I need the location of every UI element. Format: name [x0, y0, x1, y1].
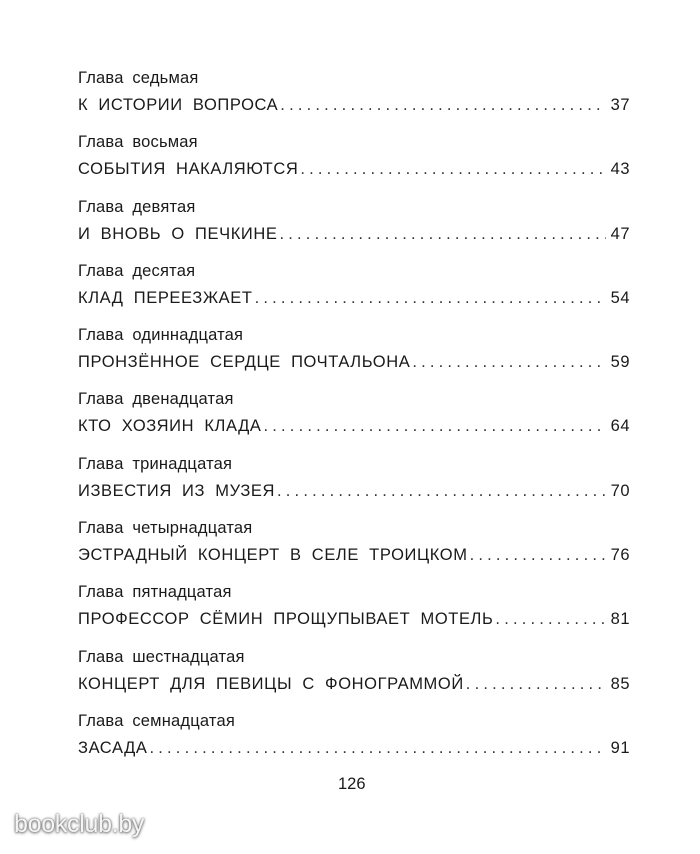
chapter-row	[78, 413, 630, 441]
toc-entry	[78, 130, 630, 194]
toc-entry	[78, 452, 630, 516]
chapter-row	[78, 542, 630, 570]
dot-leader	[280, 221, 607, 247]
dot-leader	[466, 671, 606, 697]
page-number: 126	[338, 775, 366, 793]
chapter-title: ПРОНЗЁННОЕ СЕРДЦЕ ПОЧТАЛЬОНА	[78, 353, 411, 372]
chapter-label: Глава восьмая	[78, 133, 198, 152]
chapter-title: ПРОФЕССОР СЁМИН ПРОЩУПЫВАЕТ МОТЕЛЬ	[78, 610, 494, 629]
chapter-label: Глава десятая	[78, 261, 196, 280]
dot-leader	[264, 413, 607, 439]
toc-entry	[78, 387, 630, 451]
chapter-row	[78, 606, 630, 634]
chapter-title: К ИСТОРИИ ВОПРОСА	[78, 96, 279, 114]
chapter-page: 64	[610, 417, 630, 436]
chapter-row	[78, 221, 630, 249]
toc-entry	[78, 323, 630, 387]
chapter-title: КОНЦЕРТ ДЛЯ ПЕВИЦЫ С ФОНОГРАММОЙ	[78, 674, 464, 693]
toc-entry	[78, 66, 630, 130]
chapter-label: Глава одиннадцатая	[78, 326, 244, 345]
chapter-row	[78, 349, 630, 377]
chapter-title: КТО ХОЗЯИН КЛАДА	[78, 417, 262, 436]
dot-leader	[277, 478, 606, 504]
chapter-title: ЭСТРАДНЫЙ КОНЦЕРТ В СЕЛЕ ТРОИЦКОМ	[78, 546, 468, 565]
chapter-page: 59	[610, 353, 630, 372]
dot-leader	[300, 156, 606, 182]
chapter-title: ЗАСАДА	[78, 738, 148, 757]
chapter-page: 47	[610, 224, 630, 243]
chapter-page: 54	[610, 288, 630, 307]
chapter-page: 76	[610, 546, 630, 565]
chapter-row	[78, 735, 630, 763]
chapter-page: 81	[610, 610, 630, 629]
dot-leader	[470, 542, 606, 568]
chapter-page: 85	[610, 674, 630, 693]
dot-leader	[280, 92, 606, 118]
chapter-label: Глава седьмая	[78, 69, 199, 87]
toc-entry	[78, 709, 630, 773]
chapter-page: 70	[610, 481, 630, 500]
dot-leader	[412, 349, 606, 375]
chapter-page: 37	[610, 96, 630, 114]
chapter-label: Глава семнадцатая	[78, 711, 235, 730]
toc-entry	[78, 195, 630, 259]
chapter-row	[78, 478, 630, 506]
toc-entry	[78, 516, 630, 580]
toc-entry	[78, 645, 630, 709]
chapter-row	[78, 671, 630, 699]
toc-entry	[78, 580, 630, 644]
dot-leader	[495, 606, 606, 632]
chapter-label: Глава четырнадцатая	[78, 519, 253, 538]
chapter-row	[78, 156, 630, 184]
chapter-label: Глава пятнадцатая	[78, 583, 232, 602]
dot-leader	[150, 735, 607, 761]
chapter-title: КЛАД ПЕРЕЕЗЖАЕТ	[78, 288, 253, 307]
chapter-title: СОБЫТИЯ НАКАЛЯЮТСЯ	[78, 160, 299, 179]
chapter-row	[78, 92, 630, 120]
toc-entry	[78, 259, 630, 323]
chapter-row	[78, 285, 630, 313]
chapter-title: И ВНОВЬ О ПЕЧКИНЕ	[78, 224, 278, 243]
dot-leader	[255, 285, 606, 311]
chapter-label: Глава девятая	[78, 197, 196, 216]
watermark: bookclub.by	[14, 810, 145, 838]
chapter-title: ИЗВЕСТИЯ ИЗ МУЗЕЯ	[78, 481, 276, 500]
chapter-label: Глава шестнадцатая	[78, 647, 245, 666]
chapter-page: 91	[610, 738, 630, 757]
chapter-label: Глава двенадцатая	[78, 390, 234, 409]
chapter-page: 43	[610, 160, 630, 179]
table-of-contents	[78, 66, 630, 773]
chapter-label: Глава тринадцатая	[78, 454, 233, 473]
